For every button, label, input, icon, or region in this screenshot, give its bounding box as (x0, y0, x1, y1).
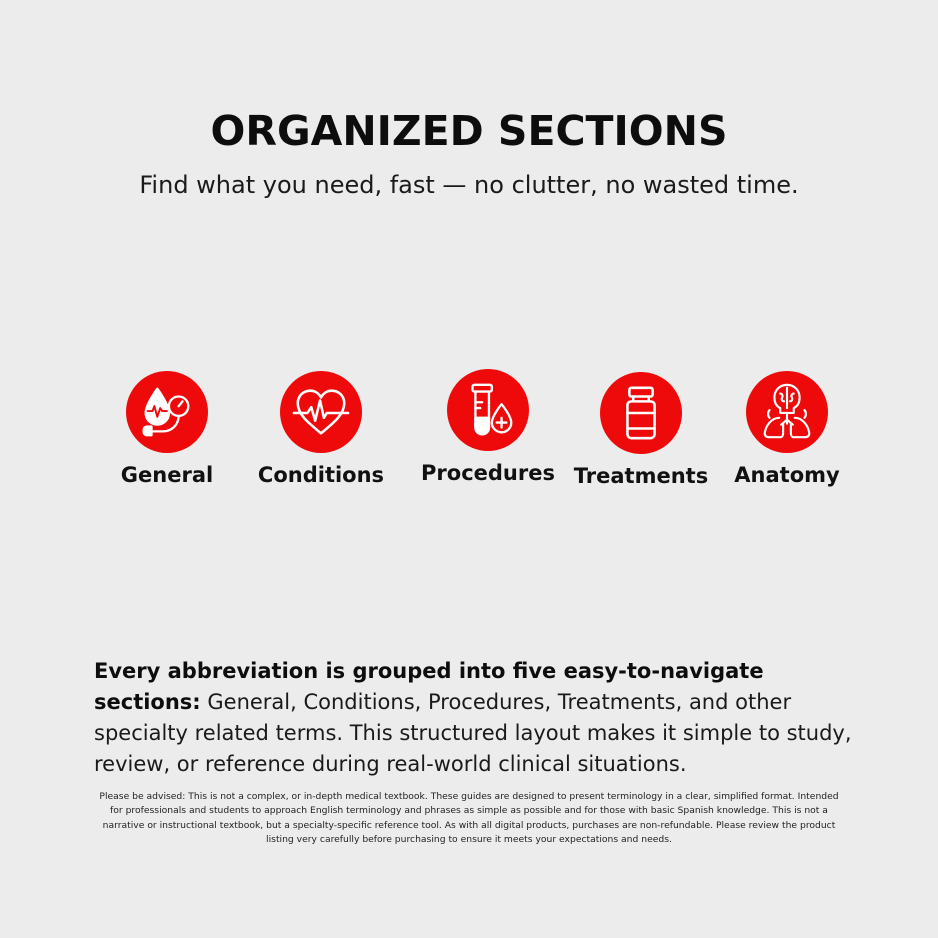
page-subtitle: Find what you need, fast — no clutter, no wasted time. (139, 171, 799, 199)
description-lead: Every abbreviation is grouped into five easy-to-navigate sections: (94, 659, 764, 714)
section-label-general: General (120, 463, 214, 487)
page-title: ORGANIZED SECTIONS (210, 107, 728, 155)
section-treatments (566, 372, 716, 490)
section-conditions (246, 371, 396, 489)
description-paragraph (94, 656, 854, 780)
section-label-procedures: Procedures (421, 461, 555, 485)
section-general (92, 371, 242, 489)
section-label-anatomy: Anatomy (734, 463, 840, 487)
section-label-conditions: Conditions (257, 463, 385, 487)
test-tube-blood-icon (447, 369, 529, 451)
description-body: General, Conditions, Procedures, Treatments, and other specialty related terms. This structured layout makes it simple to study, review, or reference during real-world clinical situations. (94, 690, 852, 776)
disclaimer-text: Please be advised: This is not a complex, or in-depth medical textbook. These guides are designed to present terminology in a clear, simplified format. Intended for professionals and students to approach English terminology and phrases as simple as possible and for those with basic Spanish knowledge. This is not a narrative or instructional textbook, but a specialty-specific reference tool. As with all digital products, purchases are non-refundable. Please review the product listing very carefully before purchasing to ensure it meets your expectations and needs. (99, 791, 839, 845)
blood-pressure-icon (126, 371, 208, 453)
section-label-treatments: Treatments (573, 464, 709, 488)
section-anatomy (712, 371, 862, 489)
section-procedures (413, 369, 563, 487)
brain-lungs-icon (746, 371, 828, 453)
heart-pulse-icon (280, 371, 362, 453)
medicine-bottle-icon (600, 372, 682, 454)
